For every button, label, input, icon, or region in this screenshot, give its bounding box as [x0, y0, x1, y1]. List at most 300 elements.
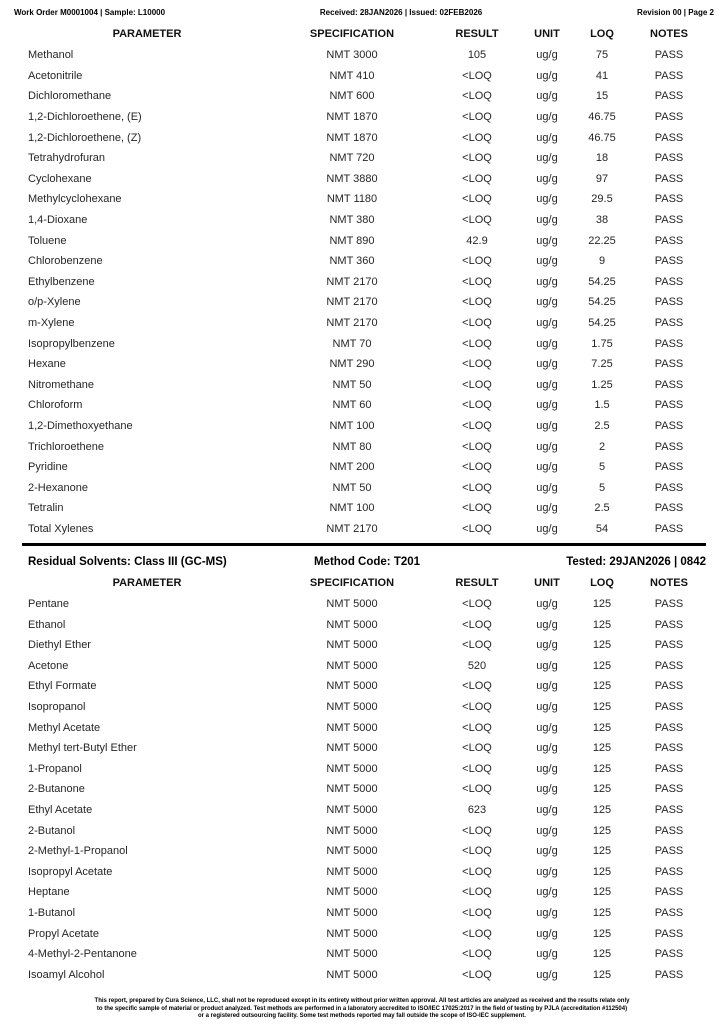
table-row: [22, 697, 706, 718]
loq-cell: 97: [595, 172, 609, 185]
param-cell: 1-Butanol: [28, 906, 76, 919]
unit-cell: ug/g: [536, 598, 558, 611]
result-cell: <LOQ: [462, 762, 492, 775]
result-cell: <LOQ: [462, 522, 492, 535]
loq-cell: 54.25: [588, 317, 616, 330]
loq-cell: 125: [592, 865, 612, 878]
spec-cell: NMT 100: [329, 419, 375, 432]
unit-cell: ug/g: [536, 399, 558, 412]
table-row: [22, 107, 706, 128]
result-cell: <LOQ: [462, 419, 492, 432]
loq-cell: 125: [592, 721, 612, 734]
param-cell: o/p-Xylene: [28, 296, 81, 309]
spec-cell: NMT 380: [329, 214, 375, 227]
table-header-row: [22, 572, 706, 594]
table-row: [22, 148, 706, 169]
table-row: [22, 189, 706, 210]
result-cell: <LOQ: [462, 865, 492, 878]
param-cell: Dichloromethane: [28, 90, 112, 103]
loq-cell: 5: [598, 461, 606, 474]
spec-cell: NMT 5000: [326, 618, 378, 631]
table-header-row: [22, 23, 706, 45]
loq-cell: 125: [592, 680, 612, 693]
param-cell: 2-Butanone: [28, 783, 85, 796]
unit-cell: ug/g: [536, 214, 558, 227]
unit-cell: ug/g: [536, 659, 558, 672]
notes-cell: PASS: [654, 399, 684, 412]
spec-cell: NMT 200: [329, 461, 375, 474]
spec-cell: NMT 5000: [326, 659, 378, 672]
table-row: [22, 841, 706, 862]
param-cell: Chlorobenzene: [28, 255, 103, 268]
param-cell: m-Xylene: [28, 317, 75, 330]
result-cell: <LOQ: [462, 172, 492, 185]
col-specification: SPECIFICATION: [309, 28, 395, 40]
notes-cell: PASS: [654, 721, 684, 734]
col-parameter: PARAMETER: [112, 28, 182, 40]
param-cell: Chloroform: [28, 399, 83, 412]
table-row: [22, 738, 706, 759]
tested-timestamp: Tested: 29JAN2026 | 0842: [566, 555, 706, 568]
unit-cell: ug/g: [536, 358, 558, 371]
page-header: [0, 0, 724, 17]
result-cell: <LOQ: [462, 927, 492, 940]
unit-cell: ug/g: [536, 721, 558, 734]
table-row: [22, 169, 706, 190]
result-cell: <LOQ: [462, 639, 492, 652]
spec-cell: NMT 5000: [326, 968, 378, 981]
spec-cell: NMT 50: [332, 378, 372, 391]
unit-cell: ug/g: [536, 49, 558, 62]
unit-cell: ug/g: [536, 69, 558, 82]
param-cell: Methyl tert-Butyl Ether: [28, 742, 137, 755]
table-row: [22, 820, 706, 841]
notes-cell: PASS: [654, 906, 684, 919]
param-cell: Methylcyclohexane: [28, 193, 122, 206]
result-cell: <LOQ: [462, 461, 492, 474]
spec-cell: NMT 5000: [326, 906, 378, 919]
param-cell: Nitromethane: [28, 378, 95, 391]
param-cell: Acetonitrile: [28, 69, 83, 82]
table-row: [22, 519, 706, 540]
table-row: [22, 457, 706, 478]
result-cell: <LOQ: [462, 90, 492, 103]
result-cell: <LOQ: [462, 968, 492, 981]
unit-cell: ug/g: [536, 522, 558, 535]
table-row: [22, 923, 706, 944]
notes-cell: PASS: [654, 255, 684, 268]
notes-cell: PASS: [654, 296, 684, 309]
spec-cell: NMT 80: [332, 440, 372, 453]
loq-cell: 125: [592, 639, 612, 652]
unit-cell: ug/g: [536, 762, 558, 775]
result-cell: <LOQ: [462, 948, 492, 961]
spec-cell: NMT 890: [329, 234, 375, 247]
table-row: [22, 656, 706, 677]
result-cell: 520: [467, 659, 487, 672]
loq-cell: 75: [595, 49, 609, 62]
param-cell: Tetralin: [28, 502, 64, 515]
disclaimer-line: or a registered outsourcing facility. Some test methods reported may fall outside the scope of ISO-IEC supplement.: [198, 1013, 526, 1020]
result-cell: <LOQ: [462, 783, 492, 796]
result-cell: <LOQ: [462, 598, 492, 611]
notes-cell: PASS: [654, 742, 684, 755]
notes-cell: PASS: [654, 522, 684, 535]
loq-cell: 1.25: [591, 378, 613, 391]
notes-cell: PASS: [654, 762, 684, 775]
notes-cell: PASS: [654, 948, 684, 961]
result-cell: <LOQ: [462, 214, 492, 227]
notes-cell: PASS: [654, 502, 684, 515]
loq-cell: 125: [592, 824, 612, 837]
work-order-sample: Work Order M0001004 | Sample: L10000: [14, 8, 166, 17]
param-cell: Pyridine: [28, 461, 68, 474]
table-row: [22, 676, 706, 697]
param-cell: Isopropyl Acetate: [28, 865, 113, 878]
result-cell: <LOQ: [462, 399, 492, 412]
spec-cell: NMT 5000: [326, 824, 378, 837]
unit-cell: ug/g: [536, 255, 558, 268]
loq-cell: 125: [592, 906, 612, 919]
unit-cell: ug/g: [536, 968, 558, 981]
loq-cell: 54.25: [588, 296, 616, 309]
unit-cell: ug/g: [536, 906, 558, 919]
loq-cell: 125: [592, 762, 612, 775]
result-cell: <LOQ: [462, 131, 492, 144]
param-cell: 2-Methyl-1-Propanol: [28, 845, 128, 858]
class2-table: [22, 23, 706, 539]
unit-cell: ug/g: [536, 111, 558, 124]
loq-cell: 18: [595, 152, 609, 165]
unit-cell: ug/g: [536, 440, 558, 453]
unit-cell: ug/g: [536, 803, 558, 816]
spec-cell: NMT 50: [332, 481, 372, 494]
notes-cell: PASS: [654, 378, 684, 391]
notes-cell: PASS: [654, 193, 684, 206]
spec-cell: NMT 5000: [326, 721, 378, 734]
spec-cell: NMT 70: [332, 337, 372, 350]
table-row: [22, 375, 706, 396]
col-notes: NOTES: [650, 576, 688, 589]
spec-cell: NMT 1870: [326, 131, 378, 144]
disclaimer-line: to the specific sample of material or product analyzed. Test methods are performed in a laboratory accredited to ISO/IEC 17025:2017 in the field of testing by PJLA (accreditation #112504): [96, 1005, 628, 1012]
unit-cell: ug/g: [536, 742, 558, 755]
spec-cell: NMT 3000: [326, 49, 378, 62]
table-row: [22, 395, 706, 416]
notes-cell: PASS: [654, 659, 684, 672]
loq-cell: 1.75: [591, 337, 613, 350]
table-row: [22, 354, 706, 375]
loq-cell: 125: [592, 968, 612, 981]
notes-cell: PASS: [654, 172, 684, 185]
result-cell: <LOQ: [462, 680, 492, 693]
notes-cell: PASS: [654, 461, 684, 474]
spec-cell: NMT 360: [329, 255, 375, 268]
table-row: [22, 861, 706, 882]
loq-cell: 125: [592, 927, 612, 940]
spec-cell: NMT 5000: [326, 701, 378, 714]
spec-cell: NMT 720: [329, 152, 375, 165]
loq-cell: 125: [592, 845, 612, 858]
table-row: [22, 313, 706, 334]
result-cell: 42.9: [466, 234, 488, 247]
notes-cell: PASS: [654, 337, 684, 350]
loq-cell: 125: [592, 886, 612, 899]
unit-cell: ug/g: [536, 193, 558, 206]
param-cell: 1,2-Dichloroethene, (E): [28, 111, 142, 124]
col-notes: NOTES: [650, 28, 688, 40]
spec-cell: NMT 5000: [326, 598, 378, 611]
table-row: [22, 903, 706, 924]
param-cell: Methanol: [28, 49, 74, 62]
unit-cell: ug/g: [536, 234, 558, 247]
class2-table-body: [22, 45, 706, 539]
notes-cell: PASS: [654, 927, 684, 940]
result-cell: <LOQ: [462, 440, 492, 453]
unit-cell: ug/g: [536, 701, 558, 714]
loq-cell: 5: [598, 481, 606, 494]
table-row: [22, 251, 706, 272]
param-cell: Isopropanol: [28, 701, 86, 714]
table-row: [22, 800, 706, 821]
loq-cell: 54: [595, 522, 609, 535]
spec-cell: NMT 2170: [326, 275, 378, 288]
unit-cell: ug/g: [536, 131, 558, 144]
param-cell: Isoamyl Alcohol: [28, 968, 105, 981]
table-row: [22, 614, 706, 635]
param-cell: Pentane: [28, 598, 69, 611]
col-parameter: PARAMETER: [112, 576, 182, 589]
table-row: [22, 759, 706, 780]
table-row: [22, 779, 706, 800]
notes-cell: PASS: [654, 803, 684, 816]
notes-cell: PASS: [654, 824, 684, 837]
loq-cell: 125: [592, 598, 612, 611]
spec-cell: NMT 2170: [326, 522, 378, 535]
col-unit: UNIT: [534, 28, 560, 40]
param-cell: Diethyl Ether: [28, 639, 91, 652]
param-cell: 1,4-Dioxane: [28, 214, 88, 227]
spec-cell: NMT 5000: [326, 803, 378, 816]
unit-cell: ug/g: [536, 865, 558, 878]
loq-cell: 41: [595, 69, 609, 82]
unit-cell: ug/g: [536, 639, 558, 652]
notes-cell: PASS: [654, 419, 684, 432]
class3-table-body: [22, 594, 706, 985]
result-cell: <LOQ: [462, 618, 492, 631]
table-row: [22, 477, 706, 498]
spec-cell: NMT 5000: [326, 886, 378, 899]
table-row: [22, 127, 706, 148]
param-cell: 1,2-Dichloroethene, (Z): [28, 131, 142, 144]
table-row: [22, 964, 706, 985]
unit-cell: ug/g: [536, 378, 558, 391]
table-row: [22, 292, 706, 313]
result-cell: <LOQ: [462, 906, 492, 919]
param-cell: 1,2-Dimethoxyethane: [28, 419, 133, 432]
notes-cell: PASS: [654, 440, 684, 453]
param-cell: Ethanol: [28, 618, 66, 631]
spec-cell: NMT 2170: [326, 317, 378, 330]
param-cell: Trichloroethene: [28, 440, 105, 453]
loq-cell: 125: [592, 701, 612, 714]
loq-cell: 1.5: [594, 399, 610, 412]
spec-cell: NMT 5000: [326, 783, 378, 796]
notes-cell: PASS: [654, 317, 684, 330]
class3-table: [22, 572, 706, 985]
unit-cell: ug/g: [536, 481, 558, 494]
unit-cell: ug/g: [536, 618, 558, 631]
loq-cell: 38: [595, 214, 609, 227]
notes-cell: PASS: [654, 783, 684, 796]
param-cell: Methyl Acetate: [28, 721, 101, 734]
unit-cell: ug/g: [536, 337, 558, 350]
notes-cell: PASS: [654, 680, 684, 693]
param-cell: Acetone: [28, 659, 69, 672]
unit-cell: ug/g: [536, 948, 558, 961]
notes-cell: PASS: [654, 152, 684, 165]
unit-cell: ug/g: [536, 90, 558, 103]
notes-cell: PASS: [654, 234, 684, 247]
spec-cell: NMT 5000: [326, 927, 378, 940]
param-cell: Total Xylenes: [28, 522, 94, 535]
result-cell: <LOQ: [462, 317, 492, 330]
table-row: [22, 944, 706, 965]
result-cell: <LOQ: [462, 886, 492, 899]
notes-cell: PASS: [654, 481, 684, 494]
table-row: [22, 416, 706, 437]
loq-cell: 125: [592, 783, 612, 796]
loq-cell: 9: [598, 255, 606, 268]
spec-cell: NMT 5000: [326, 845, 378, 858]
table-row: [22, 594, 706, 615]
table-row: [22, 66, 706, 87]
param-cell: Ethylbenzene: [28, 275, 95, 288]
spec-cell: NMT 5000: [326, 742, 378, 755]
loq-cell: 29.5: [591, 193, 613, 206]
unit-cell: ug/g: [536, 296, 558, 309]
result-cell: 623: [467, 803, 487, 816]
notes-cell: PASS: [654, 865, 684, 878]
col-loq: LOQ: [590, 28, 614, 40]
loq-cell: 2.5: [594, 419, 610, 432]
param-cell: Toluene: [28, 234, 67, 247]
notes-cell: PASS: [654, 131, 684, 144]
param-cell: Hexane: [28, 358, 66, 371]
loq-cell: 7.25: [591, 358, 613, 371]
notes-cell: PASS: [654, 358, 684, 371]
spec-cell: NMT 2170: [326, 296, 378, 309]
spec-cell: NMT 290: [329, 358, 375, 371]
table-row: [22, 230, 706, 251]
result-cell: <LOQ: [462, 337, 492, 350]
unit-cell: ug/g: [536, 172, 558, 185]
col-specification: SPECIFICATION: [309, 576, 395, 589]
result-cell: <LOQ: [462, 69, 492, 82]
spec-cell: NMT 5000: [326, 639, 378, 652]
result-cell: <LOQ: [462, 152, 492, 165]
unit-cell: ug/g: [536, 845, 558, 858]
notes-cell: PASS: [654, 90, 684, 103]
notes-cell: PASS: [654, 598, 684, 611]
col-unit: UNIT: [534, 576, 560, 589]
unit-cell: ug/g: [536, 152, 558, 165]
result-cell: <LOQ: [462, 378, 492, 391]
param-cell: 2-Hexanone: [28, 481, 88, 494]
notes-cell: PASS: [654, 886, 684, 899]
result-cell: <LOQ: [462, 358, 492, 371]
section-title: Residual Solvents: Class III (GC-MS): [28, 555, 227, 568]
table-row: [22, 498, 706, 519]
table-row: [22, 272, 706, 293]
param-cell: 2-Butanol: [28, 824, 76, 837]
class3-section-header: [22, 546, 706, 570]
spec-cell: NMT 60: [332, 399, 372, 412]
loq-cell: 125: [592, 618, 612, 631]
result-cell: <LOQ: [462, 701, 492, 714]
loq-cell: 46.75: [588, 131, 616, 144]
table-row: [22, 86, 706, 107]
result-cell: <LOQ: [462, 296, 492, 309]
result-cell: <LOQ: [462, 721, 492, 734]
param-cell: Heptane: [28, 886, 70, 899]
unit-cell: ug/g: [536, 783, 558, 796]
param-cell: Cyclohexane: [28, 172, 92, 185]
loq-cell: 54.25: [588, 275, 616, 288]
unit-cell: ug/g: [536, 680, 558, 693]
loq-cell: 46.75: [588, 111, 616, 124]
spec-cell: NMT 5000: [326, 762, 378, 775]
notes-cell: PASS: [654, 618, 684, 631]
revision-page: Revision 00 | Page 2: [637, 8, 714, 17]
result-cell: <LOQ: [462, 481, 492, 494]
loq-cell: 22.25: [588, 234, 616, 247]
loq-cell: 125: [592, 948, 612, 961]
notes-cell: PASS: [654, 111, 684, 124]
spec-cell: NMT 600: [329, 90, 375, 103]
spec-cell: NMT 1870: [326, 111, 378, 124]
spec-cell: NMT 5000: [326, 948, 378, 961]
param-cell: Isopropylbenzene: [28, 337, 115, 350]
legal-disclaimer: [6, 998, 718, 1021]
notes-cell: PASS: [654, 69, 684, 82]
param-cell: 1-Propanol: [28, 762, 82, 775]
spec-cell: NMT 100: [329, 502, 375, 515]
notes-cell: PASS: [654, 968, 684, 981]
spec-cell: NMT 5000: [326, 680, 378, 693]
result-cell: <LOQ: [462, 502, 492, 515]
spec-cell: NMT 410: [329, 69, 375, 82]
unit-cell: ug/g: [536, 502, 558, 515]
notes-cell: PASS: [654, 845, 684, 858]
result-cell: <LOQ: [462, 193, 492, 206]
loq-cell: 2: [598, 440, 606, 453]
loq-cell: 2.5: [594, 502, 610, 515]
result-cell: 105: [467, 49, 487, 62]
unit-cell: ug/g: [536, 275, 558, 288]
unit-cell: ug/g: [536, 824, 558, 837]
notes-cell: PASS: [654, 275, 684, 288]
unit-cell: ug/g: [536, 419, 558, 432]
table-row: [22, 635, 706, 656]
table-row: [22, 333, 706, 354]
loq-cell: 125: [592, 659, 612, 672]
notes-cell: PASS: [654, 214, 684, 227]
table-row: [22, 436, 706, 457]
spec-cell: NMT 5000: [326, 865, 378, 878]
notes-cell: PASS: [654, 49, 684, 62]
result-cell: <LOQ: [462, 742, 492, 755]
